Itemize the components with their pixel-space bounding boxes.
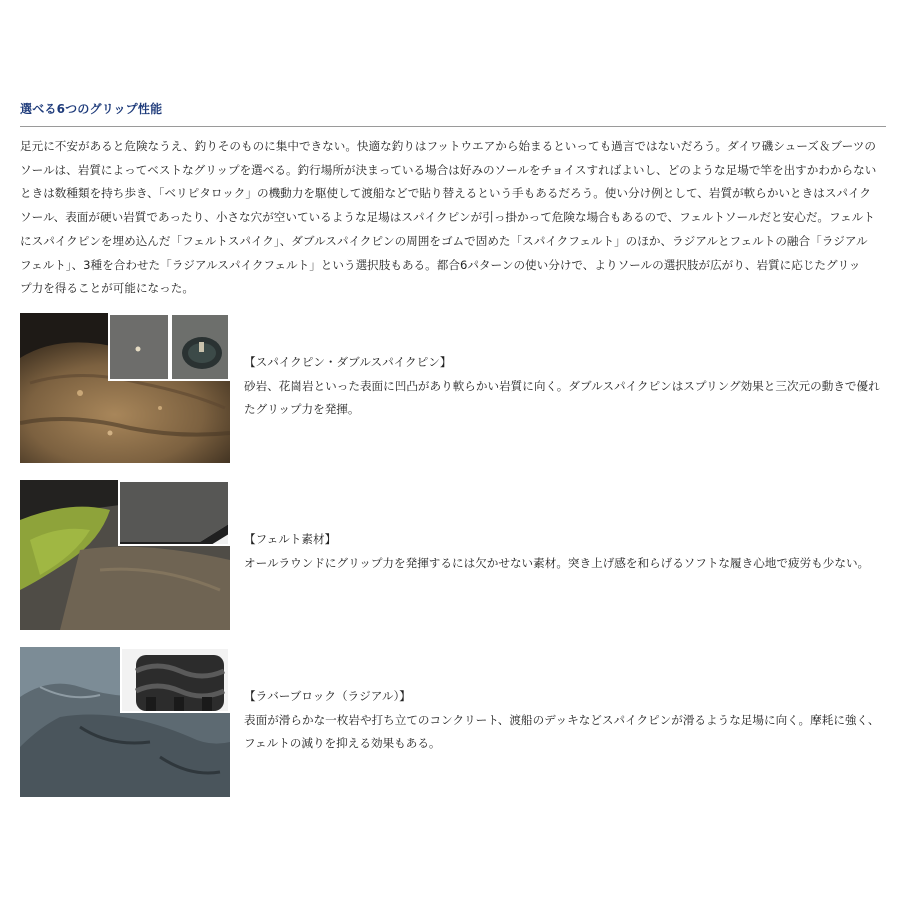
intro-line: ときは数種類を持ち歩き、「ベリピタロック」の機動力を駆使して渡船などで貼り替えるという手もあるだろう。使い分け例として、岩質が軟らかいときはスパイク — [20, 186, 871, 201]
item-text-line: たグリップ力を発揮。 — [244, 402, 360, 417]
item-label: 【フェルト素材】 — [244, 532, 337, 546]
item-text-line: オールラウンドにグリップ力を発揮するには欠かせない素材。突き上げ感を和らげるソフトな履き心地で疲労も少ない。 — [244, 555, 870, 570]
intro-paragraph — [20, 135, 886, 301]
item-label: 【スパイクピン・ダブルスパイクピン】 — [244, 355, 452, 369]
intro-line: プ力を得ることが可能になった。 — [20, 281, 194, 296]
item-description — [244, 351, 880, 422]
item-description — [244, 528, 869, 575]
intro-line: ソールは、岩質によってベストなグリップを選べる。釣行場所が決まっている場合は好みのソールをチョイスすればよいし、どのような足場で竿を出すかわからない — [20, 162, 877, 177]
item-text-line: 砂岩、花崗岩といった表面に凹凸があり軟らかい岩質に向く。ダブルスパイクピンはスプリング効果と三次元の動きで優れ — [244, 378, 880, 393]
item-text-line: フェルトの減りを抑える効果もある。 — [244, 736, 441, 751]
felt-material-closeup — [118, 480, 230, 546]
intro-line: フェルト」、3種を合わせた「ラジアルスパイクフェルト」という選択肢もある。都合6パターンの使い分けで、よりソールの選択肢が広がり、岩質に応じたグリッ — [20, 257, 861, 272]
intro-line: 足元に不安があると危険なうえ、釣りそのものに集中できない。快適な釣りはフットウエアから始まるといっても過言ではないだろう。ダイワ磯シューズ＆ブーツの — [20, 139, 876, 153]
grip-item-rubber-block — [20, 647, 886, 797]
double-spike-pin-closeup — [170, 313, 230, 381]
intro-line: にスパイクピンを埋め込んだ「フェルトスパイク」、ダブルスパイクピンの周囲をゴムで固めた「スパイクフェルト」のほか、ラジアルとフェルトの融合「ラジアル — [20, 233, 868, 248]
title-divider — [20, 126, 886, 127]
item-description — [244, 685, 879, 756]
section-title: 選べる6つのグリップ性能 — [20, 102, 163, 116]
item-text-line: 表面が滑らかな一枚岩や打ち立てのコンクリート、渡船のデッキなどスパイクピンが滑るような足場に向く。摩耗に強く、 — [244, 712, 880, 727]
grip-item-felt — [20, 480, 886, 630]
rubber-block-closeup — [120, 647, 230, 713]
item-label: 【ラバーブロック（ラジアル）】 — [244, 689, 411, 703]
felt-spike-closeup — [108, 313, 170, 381]
intro-line: ソール、表面が硬い岩質であったり、小さな穴が空いているような足場はスパイクピンが引っ掛かって危険な場合もあるので、フェルトソールだと安心だ。フェルト — [20, 210, 875, 225]
grip-item-spike-pin — [20, 313, 886, 463]
